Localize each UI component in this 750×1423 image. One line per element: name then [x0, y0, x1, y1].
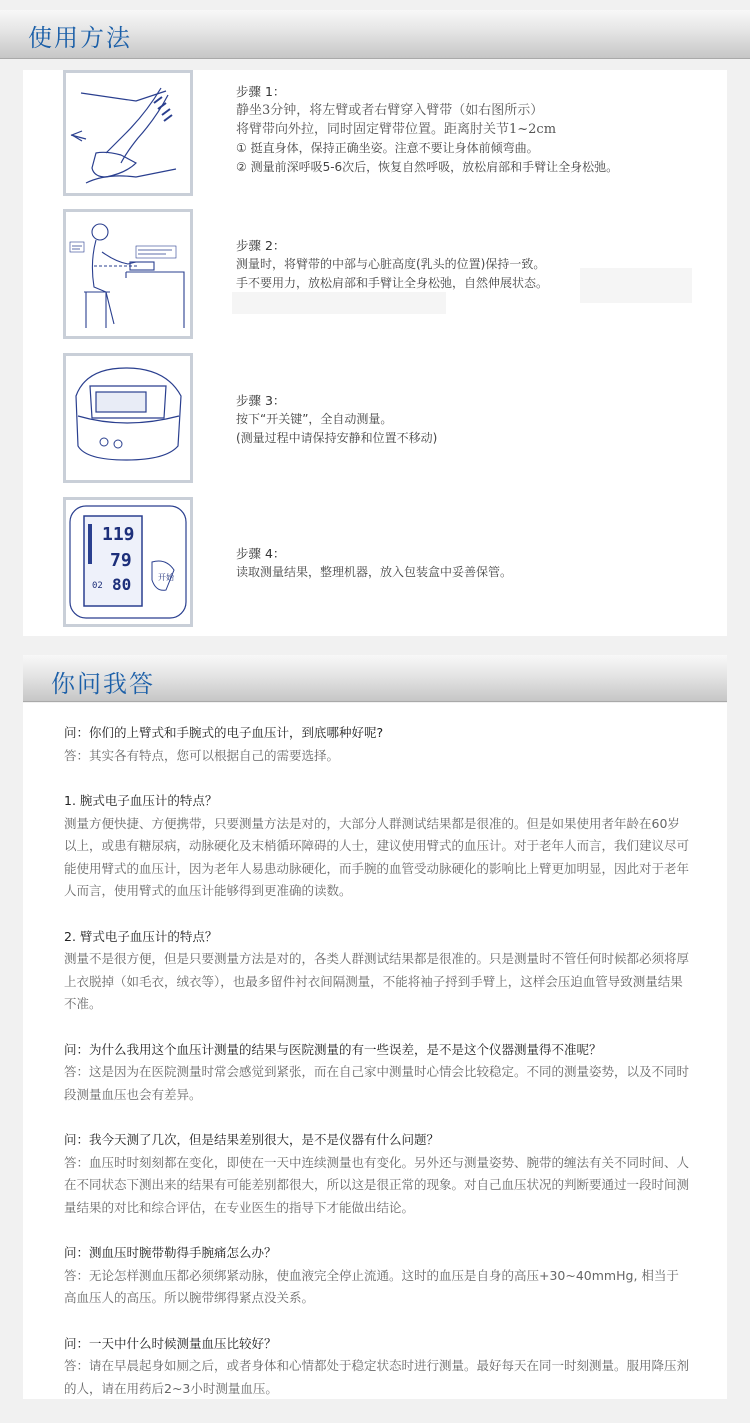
step2-text: [236, 236, 706, 293]
faq-item: [64, 790, 689, 903]
decor-stripe: [232, 292, 446, 314]
step1-line: 将臂带向外拉，同时固定臂带位置。距离肘关节1~2cm: [236, 122, 557, 137]
step4-illustration: [63, 497, 193, 627]
faq-answer: 测量方便快捷、方便携带，只要测量方法是对的，大部分人群测试结果都是很准的。但是如果使用者年龄在60岁以上，或患有糖尿病，动脉硬化及末梢循环障碍的人士，建议使用臂式的血压计。对于老年人而言，我们建议尽可能使用臂式的血压计，因为老年人易患动脉硬化，而手腕的血管受动脉硬化的影响比上臂更加明显，因此对于老年人而言，使用臂式的血压计能够得到更准确的读数。: [64, 815, 690, 898]
lcd-systolic: 119: [102, 524, 135, 545]
step4-line: 读取测量结果，整理机器，放入包装盒中妥善保管。: [236, 565, 513, 579]
step3-line: 按下“开关键”，全自动测量。: [236, 412, 393, 426]
section-banner-faq: [23, 655, 727, 702]
faq-answer: 答：其实各有特点，您可以根据自己的需要选择。: [64, 747, 340, 763]
faq-item: [64, 1039, 689, 1107]
faq-item: [64, 926, 689, 1016]
step1-heading: 步骤 1：: [236, 84, 286, 99]
faq-question: 问：一天中什么时候测量血压比较好？: [64, 1335, 277, 1351]
monitor-device-icon: [66, 356, 190, 480]
step4-heading: 步骤 4：: [236, 546, 286, 561]
arm-cuff-icon: [66, 73, 190, 193]
faq-item: [64, 1242, 689, 1310]
step2-line: 手不要用力，放松肩部和手臂让全身松弛，自然伸展状态。: [236, 276, 549, 290]
faq-item: [64, 1333, 689, 1401]
section-title-faq: 你问我答: [51, 670, 155, 698]
faq-item: [64, 1129, 689, 1219]
step1-line: 静坐3分钟，将左臂或者右臂穿入臂带（如右图所示）: [236, 103, 544, 118]
faq-answer: 答：这是因为在医院测量时常会感觉到紧张，而在自己家中测量时心情会比较稳定。不同的测量姿势，以及不同时段测量血压也会有差异。: [64, 1064, 690, 1102]
step3-heading: 步骤 3：: [236, 393, 286, 408]
step1-illustration: [63, 70, 193, 196]
step1-line: ② 测量前深呼吸5-6次后，恢复自然呼吸，放松肩部和手臂让全身松弛。: [236, 160, 619, 174]
section-banner-usage: [0, 10, 750, 59]
step2-line: 测量时，将臂带的中部与心脏高度(乳头的位置)保持一致。: [236, 257, 546, 271]
step3-text: [236, 391, 706, 448]
lcd-pulse: 80: [112, 575, 132, 594]
step3-illustration: [63, 353, 193, 483]
step1-line: ① 挺直身体，保持正确坐姿。注意不要让身体前倾弯曲。: [236, 141, 539, 155]
faq-question: 问：为什么我用这个血压计测量的结果与医院测量的有一些误差，是不是这个仪器测量得不准呢？: [64, 1041, 602, 1057]
step2-illustration: [63, 209, 193, 339]
seated-posture-icon: [66, 212, 190, 336]
step4-text: [236, 544, 706, 582]
step2-heading: 步骤 2：: [236, 238, 286, 253]
faq-item: [64, 722, 689, 767]
faq-question: 问：你们的上臂式和手腕式的电子血压计，到底哪种好呢?: [64, 725, 384, 740]
step3-line: (测量过程中请保持安静和位置不移动): [236, 431, 438, 445]
faq-question: 1. 腕式电子血压计的特点？: [64, 793, 218, 808]
lcd-reading-icon: [66, 500, 190, 624]
faq-question: 2. 臂式电子血压计的特点？: [64, 928, 218, 944]
step1-text: [236, 82, 706, 177]
faq-answer: 测量不是很方便，但是只要测量方法是对的，各类人群测试结果都是很准的。只是测量时不管任何时候都必须将厚上衣脱掉（如毛衣，绒衣等），也最多留件衬衣间隔测量，不能将袖子捋到手臂上，这样会压迫血管导致测量结果不准。: [64, 951, 690, 1011]
faq-answer: 答：请在早晨起身如厕之后，或者身体和心情都处于稳定状态时进行测量。最好每天在同一时刻测量。服用降压剂的人，请在用药后2~3小时测量血压。: [64, 1358, 690, 1396]
faq-answer: 答：血压时时刻刻都在变化，即使在一天中连续测量也有变化。另外还与测量姿势、腕带的缠法有关不同时间、人在不同状态下测出来的结果有可能差别都很大，所以这是很正常的现象。对自己血压状况的判断要通过一段时间测量结果的对比和综合评估，在专业医生的指导下才能做出结论。: [64, 1154, 690, 1215]
faq-question: 问：测血压时腕带勒得手腕痛怎么办？: [64, 1245, 277, 1260]
section-title-usage: 使用方法: [28, 24, 132, 52]
faq-question: 问：我今天测了几次，但是结果差别很大，是不是仪器有什么问题？: [64, 1132, 440, 1147]
lcd-diastolic: 79: [110, 550, 132, 571]
faq-list: [64, 722, 689, 1423]
lcd-memory: 02: [92, 581, 103, 591]
faq-answer: 答：无论怎样测血压都必须绑紧动脉，使血液完全停止流通。这时的血压是自身的高压+30~40mmHg, 相当于高血压人的高压。所以腕带绑得紧点没关系。: [64, 1267, 679, 1305]
start-button-label: 开始: [158, 573, 174, 582]
